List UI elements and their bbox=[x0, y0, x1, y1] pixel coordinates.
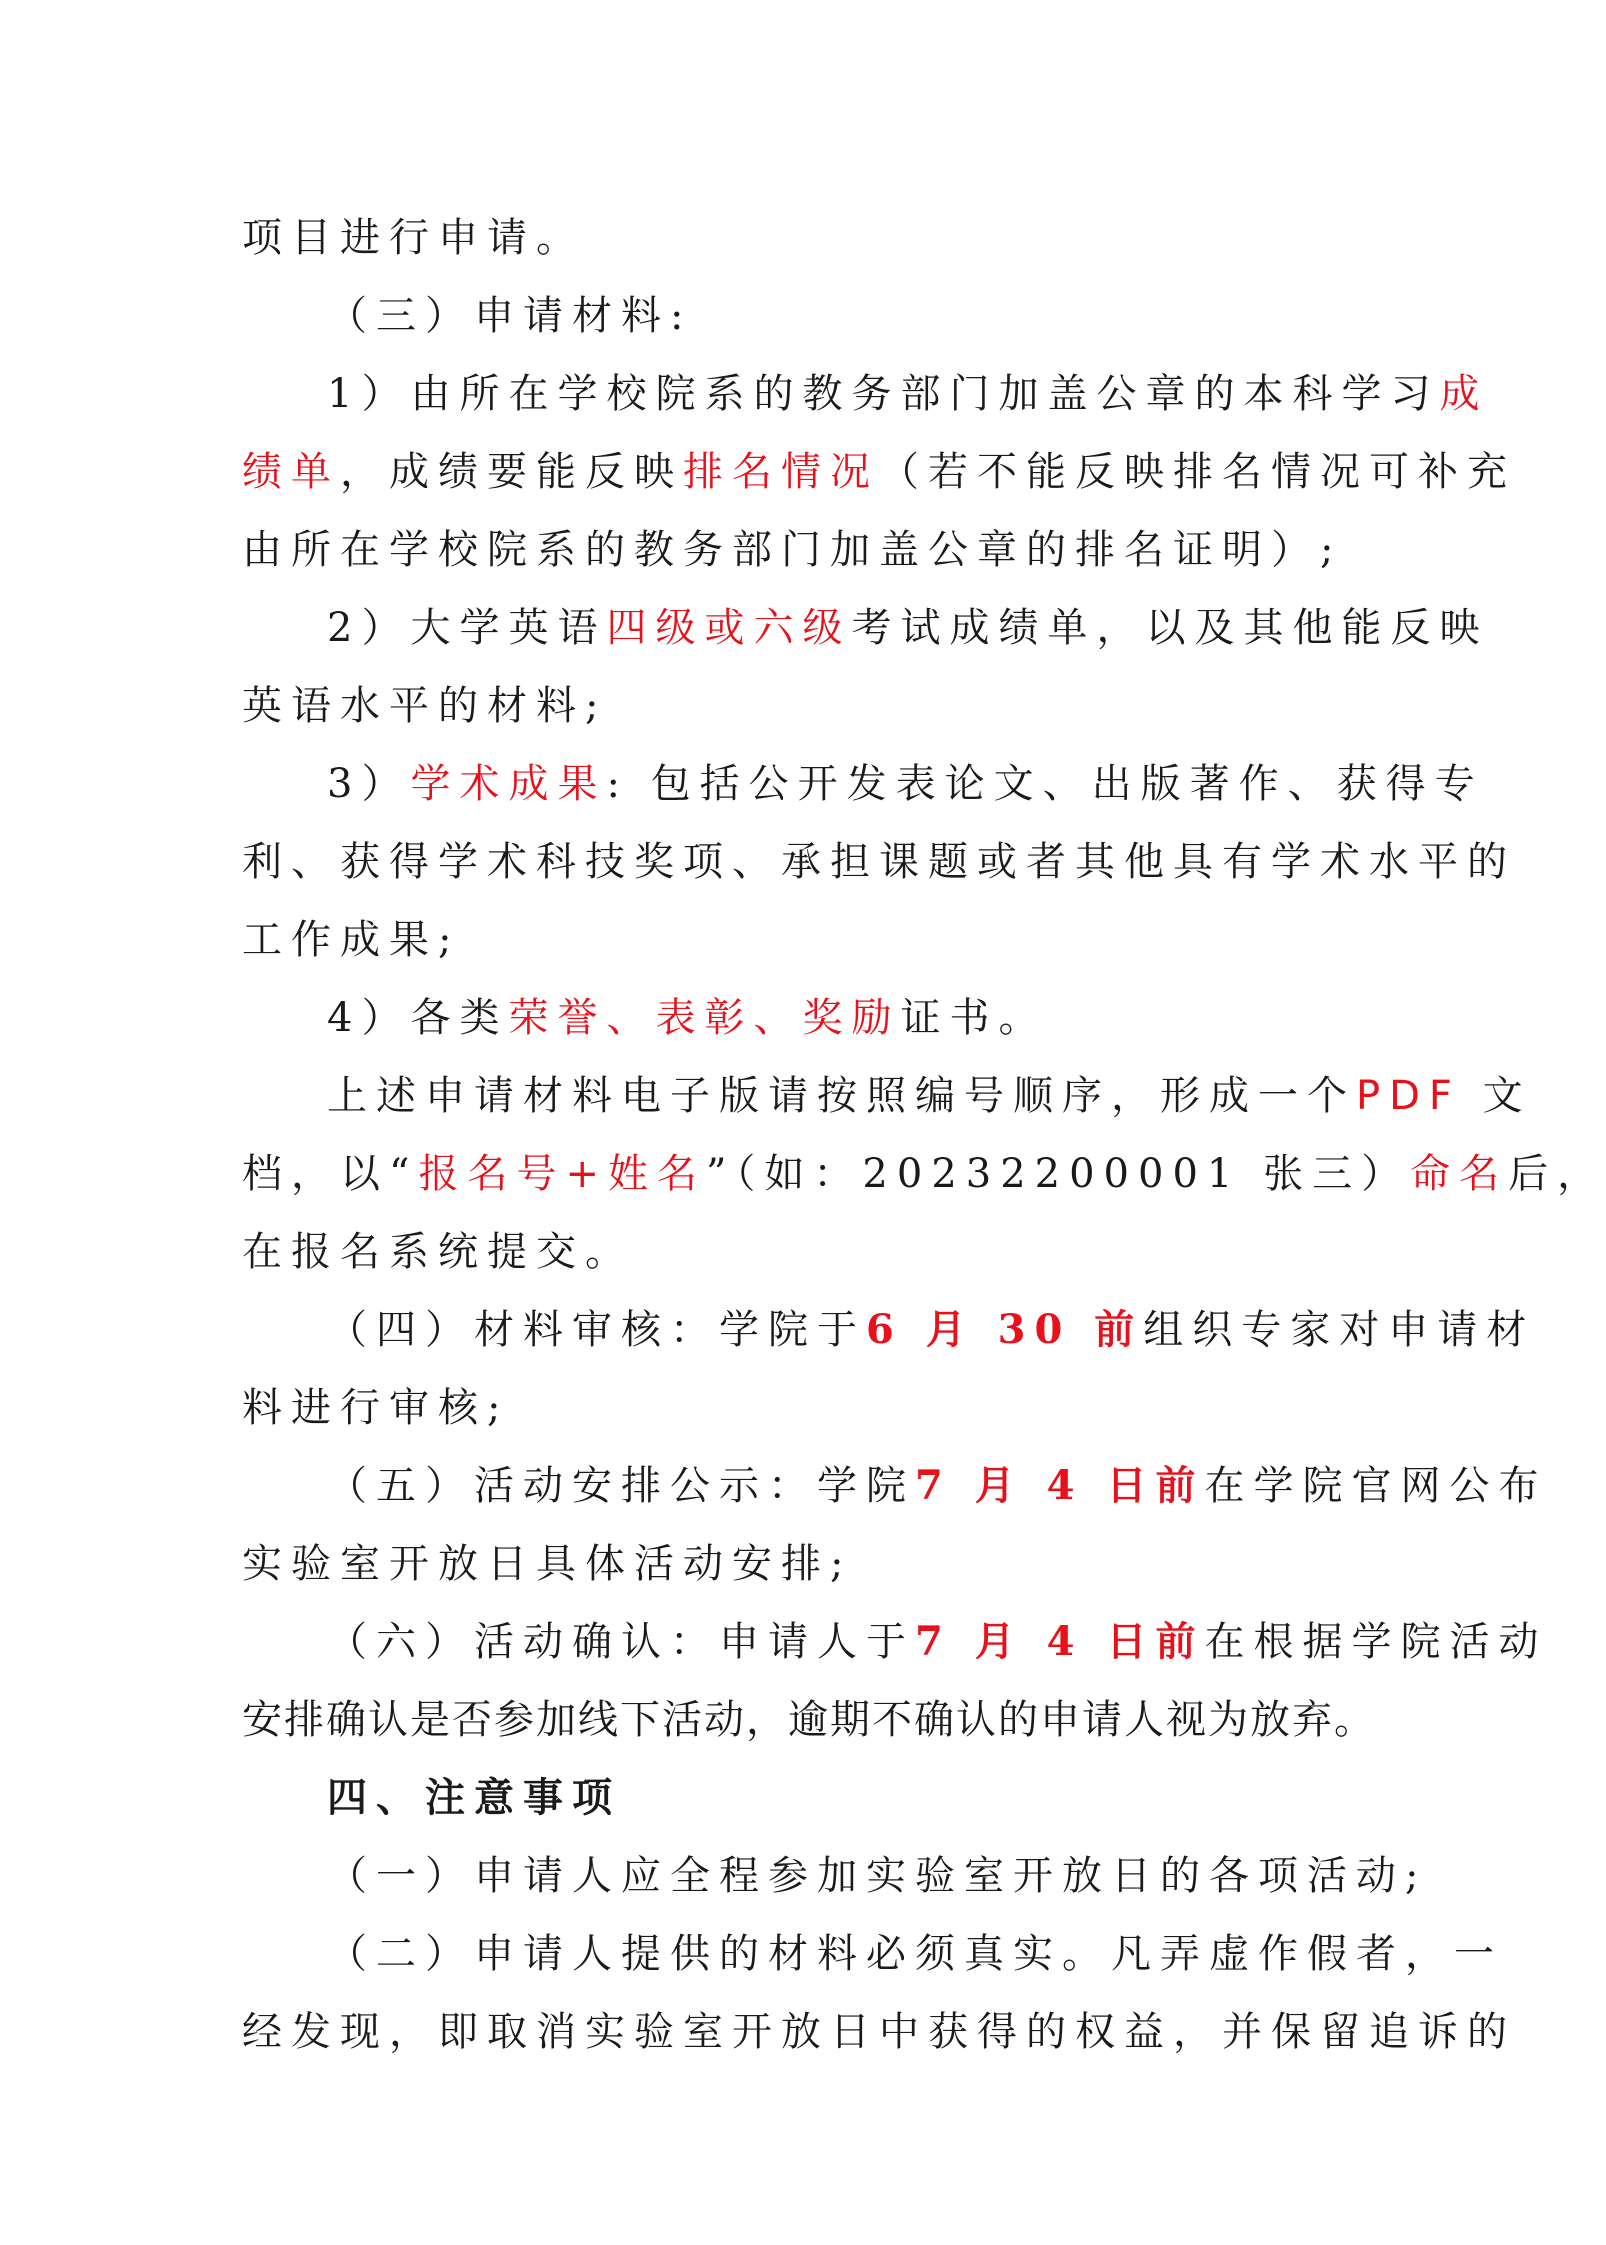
highlight-text: 学术成果 bbox=[410, 761, 607, 807]
body-text: 安排确认是否参加线下活动，逾期不确认的申请人视为放弃。 bbox=[242, 1697, 1376, 1743]
highlight-text: 排名情况 bbox=[683, 449, 879, 495]
paragraph-line bbox=[242, 208, 1362, 268]
body-text: 在报名系统提交。 bbox=[242, 1229, 634, 1275]
paragraph-line bbox=[327, 988, 1362, 1048]
deadline-text: 7 月 4 日前 bbox=[915, 1618, 1205, 1665]
paragraph-line bbox=[242, 2002, 1516, 2062]
paragraph-line bbox=[242, 1534, 1362, 1594]
body-text: 英语水平的材料; bbox=[242, 683, 608, 729]
highlight-text: 绩单 bbox=[242, 449, 340, 495]
body-text: 文 bbox=[1482, 1073, 1532, 1119]
paragraph-line bbox=[242, 520, 1362, 580]
body-text: 由所在学校院系的教务部门加盖公章的排名证明）; bbox=[242, 527, 1343, 573]
highlight-text: 四级或六级 bbox=[606, 605, 852, 651]
paragraph-line bbox=[327, 1612, 1548, 1672]
body-text: 1）由所在学校院系的教务部门加盖公章的本科学习 bbox=[327, 371, 1440, 417]
paragraph-line bbox=[242, 910, 1362, 970]
body-text: （三）申请材料: bbox=[327, 293, 693, 339]
body-text: : 包括公开发表论文、出版著作、获得专 bbox=[606, 761, 1484, 807]
body-text: 档，以“ bbox=[242, 1151, 419, 1197]
highlight-text: 命名 bbox=[1410, 1151, 1509, 1197]
highlight-text: 成 bbox=[1439, 371, 1489, 417]
body-text: ，成绩要能反映 bbox=[340, 449, 683, 495]
paragraph-line bbox=[327, 1846, 1428, 1906]
body-text: 3） bbox=[327, 761, 411, 807]
body-text: 上述申请材料电子版请按照编号顺序，形成一个 bbox=[327, 1073, 1356, 1119]
paragraph-line bbox=[242, 1144, 1606, 1204]
body-text: 实验室开放日具体活动安排; bbox=[242, 1541, 853, 1587]
paragraph-line bbox=[327, 1924, 1503, 1984]
body-text: （一）申请人应全程参加实验室开放日的各项活动; bbox=[327, 1853, 1428, 1899]
paragraph-line bbox=[327, 364, 1489, 424]
body-text: ”（如：20232200001 张三） bbox=[705, 1151, 1411, 1197]
highlight-text: PDF bbox=[1356, 1073, 1461, 1119]
body-text: 2）大学英语 bbox=[327, 605, 607, 651]
paragraph-line bbox=[242, 1378, 1362, 1438]
paragraph-line bbox=[242, 832, 1516, 892]
body-text: 组织专家对申请材 bbox=[1143, 1307, 1536, 1353]
body-text: 项目进行申请。 bbox=[242, 215, 585, 261]
section-heading-notes bbox=[327, 1768, 1362, 1828]
body-text: 在根据学院活动 bbox=[1204, 1619, 1548, 1665]
deadline-text: 6 月 30 前 bbox=[866, 1306, 1144, 1353]
body-text: 在学院官网公布 bbox=[1204, 1463, 1548, 1509]
paragraph-line bbox=[327, 1300, 1536, 1360]
body-text: 考试成绩单，以及其他能反映 bbox=[851, 605, 1489, 651]
highlight-text: 报名号+姓名 bbox=[418, 1151, 706, 1197]
body-text: （二）申请人提供的材料必须真实。凡弄虚作假者，一 bbox=[327, 1931, 1503, 1977]
deadline-text: 7 月 4 日前 bbox=[915, 1462, 1205, 1509]
body-text: （四）材料审核：学院于 bbox=[327, 1307, 866, 1353]
body-text: 料进行审核; bbox=[242, 1385, 510, 1431]
paragraph-line bbox=[327, 1066, 1532, 1126]
section-heading-materials bbox=[327, 286, 1362, 346]
paragraph-line bbox=[242, 1690, 1376, 1750]
paragraph-line bbox=[327, 598, 1489, 658]
body-text: （若不能反映排名情况可补充 bbox=[879, 449, 1516, 495]
body-text: 后， bbox=[1508, 1151, 1606, 1197]
body-text: 工作成果; bbox=[242, 917, 461, 963]
highlight-text: 荣誉、表彰、奖励 bbox=[508, 995, 901, 1041]
body-text: 证书。 bbox=[900, 995, 1048, 1041]
heading-text: 四、注意事项 bbox=[327, 1775, 621, 1821]
body-text: 利、获得学术科技奖项、承担课题或者其他具有学术水平的 bbox=[242, 839, 1516, 885]
body-text: （五）活动安排公示：学院 bbox=[327, 1463, 915, 1509]
paragraph-line bbox=[327, 1456, 1548, 1516]
body-text: （六）活动确认：申请人于 bbox=[327, 1619, 915, 1665]
paragraph-line bbox=[242, 676, 1362, 736]
paragraph-line bbox=[327, 754, 1484, 814]
body-text: 4）各类 bbox=[327, 995, 509, 1041]
paragraph-line bbox=[242, 442, 1516, 502]
paragraph-line bbox=[242, 1222, 1362, 1282]
body-text: 经发现，即取消实验室开放日中获得的权益，并保留追诉的 bbox=[242, 2009, 1516, 2055]
